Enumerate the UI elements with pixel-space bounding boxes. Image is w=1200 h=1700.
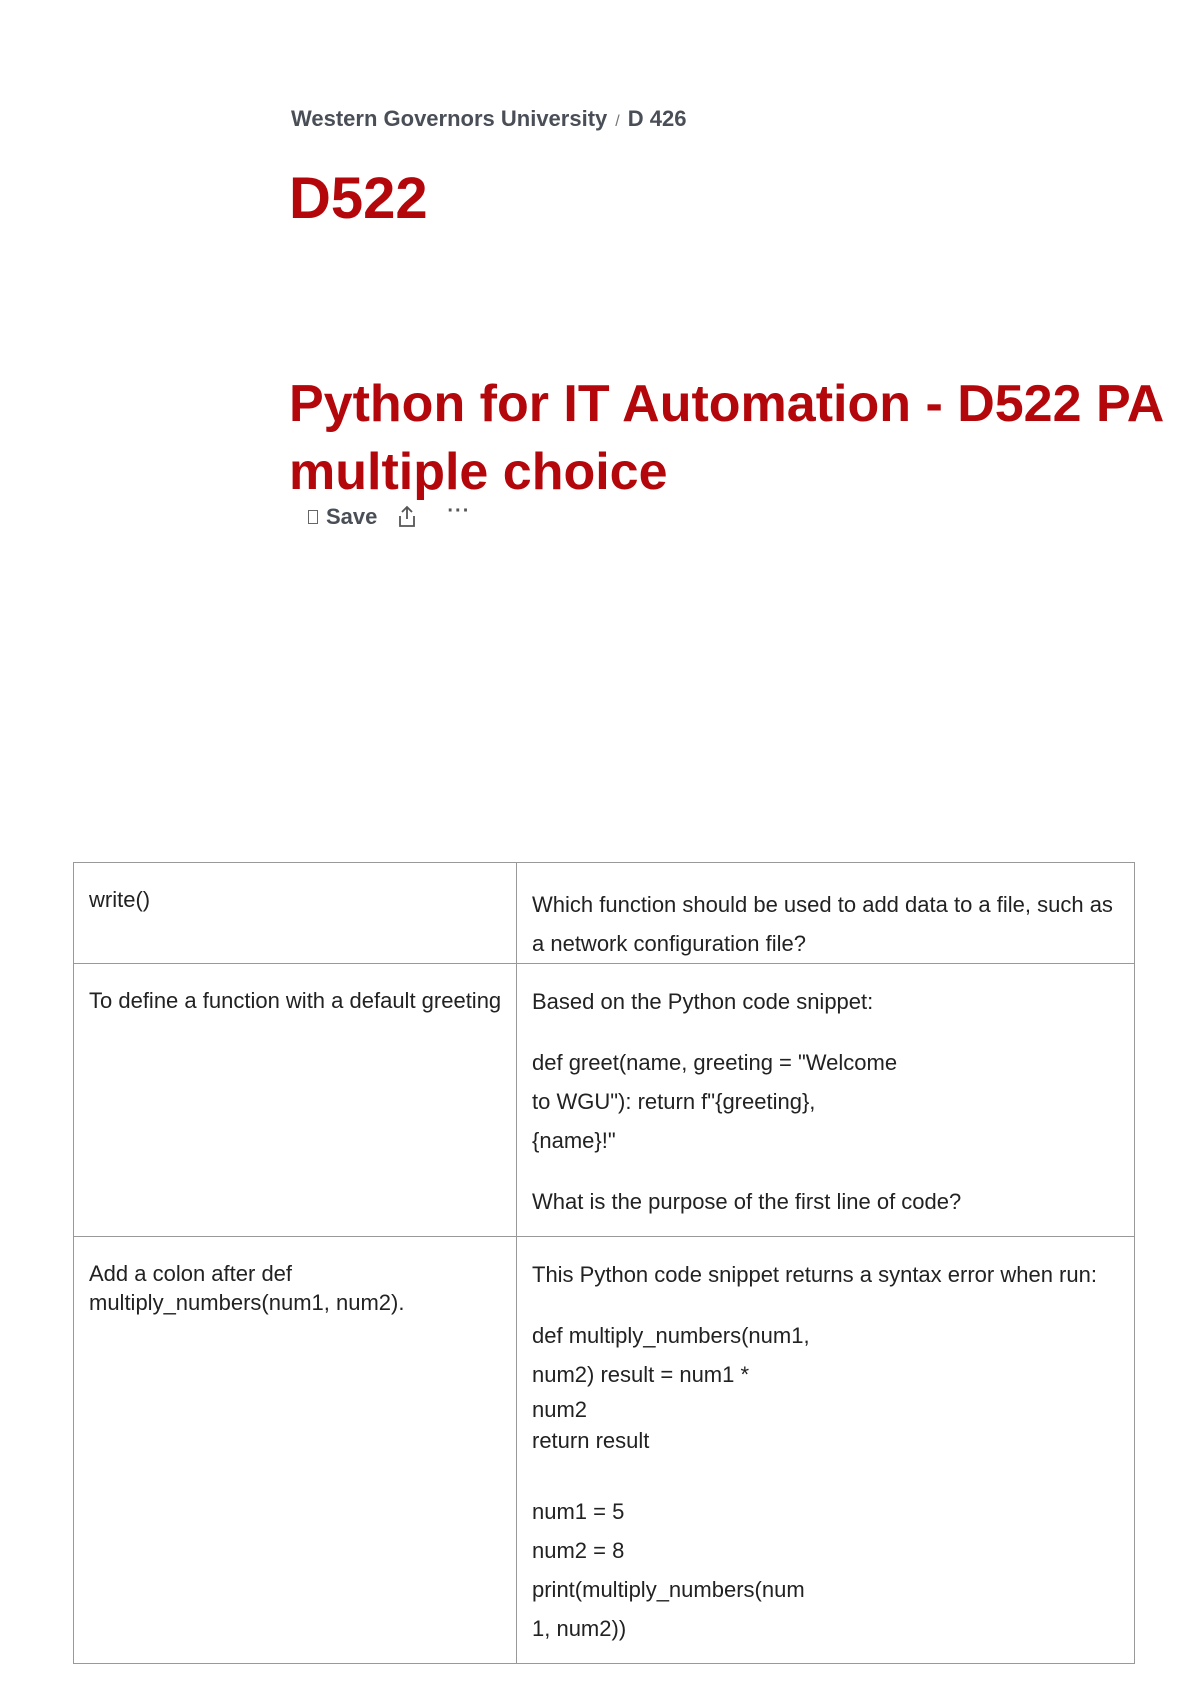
document-actions xyxy=(308,500,471,530)
question-text: Which function should be used to add data to a file, such as a network configuration file? xyxy=(532,892,1113,956)
share-icon[interactable] xyxy=(397,505,417,529)
course-code: D522 xyxy=(289,166,428,231)
answer-text: To define a function with a default greeting xyxy=(89,988,502,1013)
question-intro: This Python code snippet returns a syntax error when run: xyxy=(532,1262,1097,1287)
question-cell xyxy=(517,964,1135,1237)
code-line: def greet(name, greeting = "Welcome xyxy=(532,1050,898,1075)
code-line: {name}!" xyxy=(532,1128,616,1153)
code-line: num2 xyxy=(532,1397,588,1422)
code-line: num2 = 8 xyxy=(532,1538,625,1563)
answer-cell xyxy=(74,1237,517,1664)
breadcrumb-separator: / xyxy=(615,113,620,130)
question-intro: Based on the Python code snippet: xyxy=(532,989,874,1014)
table-row xyxy=(74,863,1135,964)
answer-text: write() xyxy=(89,887,151,912)
answer-text: Add a colon after def multiply_numbers(num1, num2). xyxy=(89,1261,405,1315)
answer-cell xyxy=(74,964,517,1237)
code-line: print(multiply_numbers(num xyxy=(532,1577,805,1602)
code-line: def multiply_numbers(num1, xyxy=(532,1323,810,1348)
code-line: to WGU"): return f"{greeting}, xyxy=(532,1089,816,1114)
bookmark-icon xyxy=(308,510,318,524)
code-line: num2) result = num1 * xyxy=(532,1362,750,1387)
table-row xyxy=(74,1237,1135,1664)
code-line: 1, num2)) xyxy=(532,1616,627,1641)
qa-table xyxy=(73,862,1135,1664)
code-line: return result xyxy=(532,1428,650,1453)
page-title: Python for IT Automation - D522 PA multiple choice xyxy=(289,375,1163,501)
save-button[interactable] xyxy=(308,504,377,530)
code-line: num1 = 5 xyxy=(532,1499,625,1524)
answer-cell xyxy=(74,863,517,964)
question-cell xyxy=(517,863,1135,964)
question-text: What is the purpose of the first line of code? xyxy=(532,1189,962,1214)
more-options-icon[interactable]: ··· xyxy=(447,500,471,522)
save-label: Save xyxy=(326,504,378,529)
breadcrumb xyxy=(291,106,686,132)
table-row xyxy=(74,964,1135,1237)
breadcrumb-course-link[interactable]: D 426 xyxy=(627,106,687,131)
breadcrumb-university-link[interactable]: Western Governors University xyxy=(291,106,608,131)
question-cell xyxy=(517,1237,1135,1664)
